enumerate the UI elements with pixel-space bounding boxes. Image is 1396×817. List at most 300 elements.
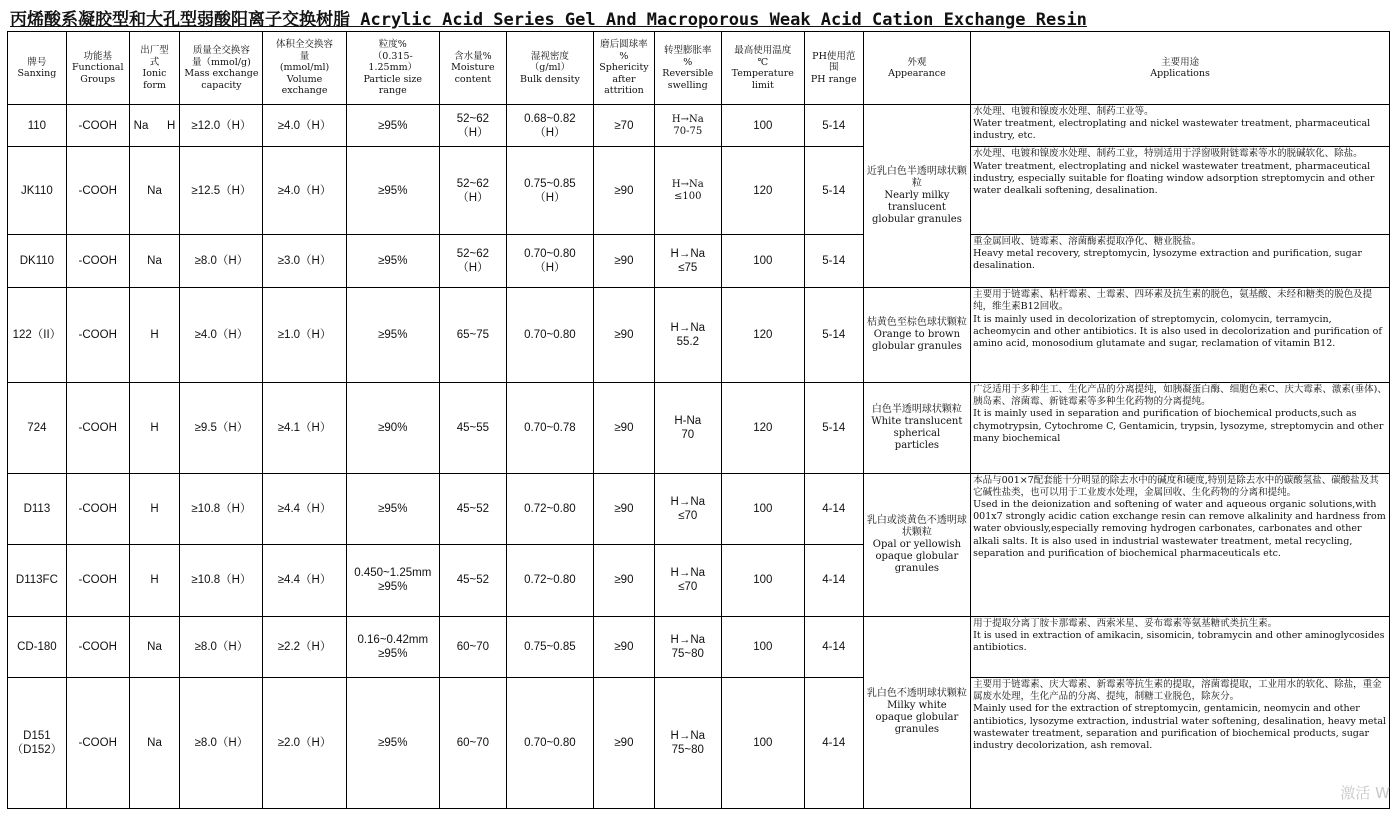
swelling-cell-line: ≤70 (678, 509, 698, 522)
appearance-cell-line: globular granules (871, 214, 962, 226)
ionic-form-value: H (150, 329, 159, 342)
brand-cell (8, 234, 67, 287)
bulk-density-cell (506, 234, 593, 287)
appearance-cell (863, 616, 970, 808)
header-row (8, 32, 1390, 105)
temperature-cell: 100 (721, 234, 804, 287)
header-line: limit (751, 79, 774, 91)
bulk-density-cell (506, 616, 593, 677)
appearance-cell (863, 473, 970, 616)
ionic-form-value: Na (147, 640, 162, 653)
swelling-cell (654, 234, 721, 287)
table-row (8, 288, 1390, 383)
applications-cell-line: 水处理、电镀和镍废水处理、制药工业，特别适用于浮窗吸附链霉素等水的脱碱软化、除盐。 (973, 148, 1363, 160)
applications-cell (971, 616, 1390, 677)
applications-cell-line: It is used in extraction of amikacin, sisomicin, tobramycin and other aminoglycosides antibiotics. (973, 629, 1385, 653)
appearance-cell-line: 白色半透明球状颗粒 (871, 403, 962, 415)
applications-cell (971, 147, 1390, 235)
header-ph-range (804, 32, 863, 105)
applications-cell-line: 主要用于链霉素、粘杆霉素、土霉素、四环素及抗生素的脱色，氨基酸、未经和糖类的脱色及提纯，维生素B12回收。 (973, 289, 1373, 313)
header-line: 最高使用温度 (734, 45, 792, 56)
brand-cell-line: DK110 (19, 255, 55, 268)
header-line: 围 (829, 62, 839, 74)
swelling-cell-line: H→Na (670, 567, 706, 580)
bulk-density-cell-line: （H） (534, 191, 566, 204)
header-line: Appearance (888, 68, 946, 79)
appearance-cell-line: White translucent (871, 415, 963, 427)
swelling-cell (654, 382, 721, 473)
temperature-cell: 100 (721, 678, 804, 809)
ionic-form-cell (129, 473, 180, 545)
temperature-cell: 100 (721, 473, 804, 545)
table-row (8, 678, 1390, 809)
header-line: attrition (604, 85, 644, 97)
volume-capacity-cell: ≥4.0（H） (263, 105, 346, 147)
swelling-cell-line: H-Na (674, 414, 702, 427)
header-line: Ionic (142, 68, 167, 79)
appearance-cell-line: opaque globular (875, 550, 959, 562)
appearance-cell-line: spherical (893, 427, 941, 439)
particle-size-cell (346, 234, 439, 287)
functional-group-cell: -COOH (66, 105, 129, 147)
header-line: （g/ml） (529, 62, 571, 74)
bulk-density-cell (506, 382, 593, 473)
volume-capacity-cell: ≥2.2（H） (263, 616, 346, 677)
bulk-density-cell-line: 0.70~0.80 (524, 329, 576, 342)
header-line: 功能基 (83, 50, 112, 62)
appearance-cell-line: Orange to brown (873, 329, 961, 341)
temperature-cell: 120 (721, 147, 804, 235)
particle-size-cell-line: ≥95% (378, 647, 408, 660)
applications-cell-line: It is mainly used in decolorization of streptomycin, colomycin, terramycin, acheomycin and other antibiotics. It is also used in decolorization and purification of amino acid, monosodium glutamate and sugar, reclamation of vitamin B12. (973, 313, 1382, 350)
table-row (8, 105, 1390, 147)
mass-capacity-cell: ≥12.0（H） (180, 105, 263, 147)
sphericity-cell: ≥90 (594, 473, 655, 545)
applications-cell-line: 重金属回收、链霉素、溶菌酶素提取净化、糖业脱盐。 (973, 235, 1202, 247)
header-ionic-form (129, 32, 180, 105)
appearance-cell-line: translucent (887, 202, 946, 214)
bulk-density-cell-line: 0.70~0.80 (524, 248, 576, 261)
header-line: Moisture (451, 62, 495, 74)
moisture-cell (439, 616, 506, 677)
header-line: 体积全交换容 (276, 39, 334, 51)
swelling-cell-line: H→Na (671, 113, 704, 125)
swelling-cell-line: 70 (681, 428, 695, 441)
header-line: range (378, 85, 407, 97)
swelling-cell-line: H→Na (670, 495, 706, 508)
volume-capacity-cell: ≥4.0（H） (263, 147, 346, 235)
appearance-cell-line: globular granules (871, 341, 962, 353)
header-functional-groups (66, 32, 129, 105)
header-line: 出厂型 (140, 45, 169, 56)
mass-capacity-cell: ≥10.8（H） (180, 473, 263, 545)
header-swelling (654, 32, 721, 105)
swelling-cell (654, 616, 721, 677)
appearance-cell-line: granules (894, 562, 940, 574)
functional-group-cell: -COOH (66, 234, 129, 287)
mass-capacity-cell: ≥4.0（H） (180, 288, 263, 383)
header-line: ℃ (757, 56, 769, 68)
applications-cell-line: Water treatment, electroplating and nickel wastewater treatment, pharmaceutical industry, etc. (973, 118, 1371, 142)
particle-size-cell-line: 0.450~1.25mm (354, 567, 432, 580)
swelling-cell-line: H→Na (670, 633, 706, 646)
moisture-cell-line: 60~70 (456, 640, 490, 653)
particle-size-cell (346, 147, 439, 235)
ionic-form-value: Na (147, 737, 162, 749)
moisture-cell-line: 52~62 (456, 112, 490, 125)
header-brand (8, 32, 67, 105)
volume-capacity-cell: ≥2.0（H） (263, 678, 346, 809)
swelling-cell-line: H→Na (670, 248, 706, 261)
applications-cell-line: 主要用于链霉素、庆大霉素、新霉素等抗生素的提取，溶菌霉提取，工业用水的软化、除盐，重金属废水处理，生化产品的分离、提纯，制糖工业脱色，除灰分。 (973, 679, 1382, 703)
swelling-cell (654, 678, 721, 809)
mass-capacity-cell: ≥8.0（H） (180, 616, 263, 677)
brand-cell-line: D151 (23, 730, 51, 742)
brand-cell (8, 147, 67, 235)
brand-cell (8, 473, 67, 545)
functional-group-cell: -COOH (66, 382, 129, 473)
sphericity-cell: ≥90 (594, 616, 655, 677)
header-line: exchange (281, 85, 328, 97)
moisture-cell-line: （H） (457, 126, 489, 139)
particle-size-cell-line: ≥95% (378, 184, 408, 197)
mass-capacity-cell: ≥9.5（H） (180, 382, 263, 473)
ionic-form-value: H (150, 421, 159, 434)
brand-cell-line: 724 (27, 421, 47, 434)
ionic-form-value: H (167, 119, 176, 132)
moisture-cell (439, 147, 506, 235)
bulk-density-cell (506, 678, 593, 809)
brand-cell-line: D113FC (15, 574, 58, 587)
header-line: Reversible (662, 68, 714, 79)
header-appearance (863, 32, 970, 105)
mass-capacity-cell: ≥10.8（H） (180, 545, 263, 617)
header-line: 质量全交换容 (192, 45, 250, 56)
particle-size-cell-line: ≥90% (378, 421, 408, 434)
swelling-cell (654, 288, 721, 383)
ph-range-cell: 5-14 (804, 382, 863, 473)
moisture-cell-line: 60~70 (456, 737, 490, 749)
swelling-cell-line: H→Na (671, 178, 704, 190)
brand-cell-line: D113 (23, 502, 51, 515)
sphericity-cell: ≥90 (594, 545, 655, 617)
appearance-cell-line: 乳白或淡黄色不透明球状颗粒 (866, 514, 967, 538)
applications-cell (971, 234, 1390, 287)
temperature-cell: 120 (721, 382, 804, 473)
temperature-cell: 120 (721, 288, 804, 383)
swelling-cell-line: H→Na (670, 322, 706, 335)
swelling-cell-line: 70-75 (673, 125, 703, 137)
swelling-cell-line: ≤70 (678, 581, 698, 594)
header-line: Sphericity (599, 62, 649, 74)
particle-size-cell-line: ≥95% (378, 329, 408, 342)
header-line: Temperature (731, 68, 794, 79)
bulk-density-cell (506, 288, 593, 383)
ph-range-cell: 5-14 (804, 234, 863, 287)
swelling-cell-line: H→Na (670, 730, 706, 742)
bulk-density-cell-line: 0.70~0.78 (524, 421, 576, 434)
particle-size-cell (346, 105, 439, 147)
header-line: content (454, 73, 492, 85)
functional-group-cell: -COOH (66, 616, 129, 677)
brand-cell-line: （D152） (11, 744, 63, 756)
swelling-cell-line: 75~80 (671, 744, 704, 756)
resin-spec-table (7, 31, 1390, 809)
appearance-cell (863, 382, 970, 473)
swelling-cell-line: 75~80 (671, 647, 704, 660)
bulk-density-cell-line: 0.72~0.80 (524, 574, 576, 587)
swelling-cell-line: 55.2 (676, 336, 699, 349)
bulk-density-cell-line: 0.72~0.80 (524, 502, 576, 515)
sphericity-cell: ≥90 (594, 234, 655, 287)
brand-cell (8, 105, 67, 147)
ionic-form-value: H (150, 502, 159, 515)
particle-size-cell-line: ≥95% (378, 502, 408, 515)
moisture-cell (439, 678, 506, 809)
header-line: (mmol/ml) (279, 62, 330, 74)
appearance-cell (863, 105, 970, 288)
ph-range-cell: 5-14 (804, 105, 863, 147)
header-sphericity (594, 32, 655, 105)
functional-group-cell: -COOH (66, 545, 129, 617)
sphericity-cell: ≥90 (594, 147, 655, 235)
moisture-cell (439, 382, 506, 473)
ionic-form-cell (129, 288, 180, 383)
header-line: 量（mmol/g) (192, 56, 251, 68)
header-line: after (612, 73, 636, 85)
appearance-cell-line: granules (894, 724, 940, 736)
moisture-cell (439, 545, 506, 617)
table-row (8, 234, 1390, 287)
header-line: 含水量% (454, 50, 492, 62)
header-line: % (683, 56, 693, 68)
mass-capacity-cell: ≥12.5（H） (180, 147, 263, 235)
brand-cell-line: 122（II） (12, 329, 62, 342)
particle-size-cell (346, 382, 439, 473)
table-row (8, 147, 1390, 235)
volume-capacity-cell: ≥4.4（H） (263, 473, 346, 545)
ph-range-cell: 4-14 (804, 678, 863, 809)
header-line: 量 (299, 50, 310, 62)
ionic-form-cell (129, 616, 180, 677)
sphericity-cell: ≥90 (594, 678, 655, 809)
moisture-cell-line: （H） (457, 262, 489, 275)
ionic-form-value: Na (147, 255, 162, 268)
header-line: 粒度% (378, 39, 407, 51)
applications-cell-line: Heavy metal recovery, streptomycin, lysozyme extraction and purification, sugar desalination. (973, 248, 1362, 272)
appearance-cell-line: Nearly milky (884, 190, 950, 202)
bulk-density-cell (506, 105, 593, 147)
header-line: 湿视密度 (530, 50, 569, 62)
particle-size-cell (346, 288, 439, 383)
ionic-form-cell (129, 234, 180, 287)
header-bulk-density (506, 32, 593, 105)
moisture-cell-line: 52~62 (456, 248, 490, 261)
appearance-cell-line: particles (894, 439, 940, 451)
ionic-form-cell (129, 678, 180, 809)
bulk-density-cell (506, 147, 593, 235)
moisture-cell-line: （H） (457, 191, 489, 204)
header-line: Functional (71, 62, 124, 74)
moisture-cell (439, 473, 506, 545)
moisture-cell (439, 234, 506, 287)
swelling-cell-line: ≤100 (674, 190, 702, 202)
mass-capacity-cell: ≥8.0（H） (180, 234, 263, 287)
brand-cell-line: 110 (27, 119, 47, 132)
applications-cell (971, 678, 1390, 809)
volume-capacity-cell: ≥1.0（H） (263, 288, 346, 383)
applications-cell (971, 288, 1390, 383)
functional-group-cell: -COOH (66, 473, 129, 545)
table-row (8, 616, 1390, 677)
swelling-cell (654, 545, 721, 617)
functional-group-cell: -COOH (66, 288, 129, 383)
particle-size-cell-line: ≥95% (378, 581, 408, 594)
bulk-density-cell-line: 0.70~0.80 (524, 737, 576, 749)
brand-cell (8, 678, 67, 809)
header-line: 式 (149, 56, 160, 68)
particle-size-cell (346, 545, 439, 617)
appearance-cell-line: 近乳白色半透明球状颗粒 (866, 166, 967, 190)
moisture-cell-line: 65~75 (456, 329, 490, 342)
particle-size-cell (346, 678, 439, 809)
ph-range-cell: 4-14 (804, 545, 863, 617)
moisture-cell-line: 52~62 (456, 177, 490, 190)
ph-range-cell: 5-14 (804, 288, 863, 383)
applications-cell-line: It is mainly used in separation and purification of biochemical products,such as chymotrypsin, Cytochrome C, Gentamicin, trypsin, lysozyme, streptomycin and other many biochemical (973, 408, 1384, 444)
bulk-density-cell-line: 0.68~0.82 (524, 112, 576, 125)
brand-cell (8, 545, 67, 617)
header-temperature (721, 32, 804, 105)
header-line: 主要用途 (1161, 56, 1200, 68)
applications-cell-line: Used in the deionization and softening of water and aqueous organic solutions,with 001x7 strongly acidic cation exchange resin can remove alkalinity and hardness from water obviously,especially removing hydrogen carbonates, carbonates and other alkali salts. It is also used in industrial wastewater treatment, metal recycling, separation and purification of biochemical pharmaceuticals etc. (973, 499, 1386, 559)
header-line: Particle size (363, 73, 423, 85)
ionic-form-value: Na (133, 119, 149, 132)
header-line: 牌号 (27, 56, 47, 68)
header-line: PH使用范 (812, 50, 856, 62)
appearance-cell-line: 乳白色不透明球状颗粒 (866, 688, 967, 700)
header-line: Sanxing (17, 68, 57, 79)
header-line: Volume (286, 73, 323, 85)
volume-capacity-cell: ≥3.0（H） (263, 234, 346, 287)
brand-cell (8, 288, 67, 383)
swelling-cell-line: ≤75 (678, 262, 698, 275)
header-mass-capacity (180, 32, 263, 105)
header-line: capacity (201, 79, 242, 91)
moisture-cell (439, 288, 506, 383)
header-line: 1.25mm） (368, 62, 418, 74)
header-line: Applications (1150, 68, 1210, 79)
applications-cell-line: Water treatment, electroplating and nickel wastewater treatment, pharmaceutical industry, especially suitable for floating window adsorption streptomycin and other water dealkali softening, desalination. (973, 160, 1375, 196)
appearance-cell-line: Opal or yellowish (872, 538, 962, 550)
ionic-form-value: H (150, 574, 159, 587)
particle-size-cell (346, 473, 439, 545)
appearance-cell (863, 288, 970, 383)
sphericity-cell: ≥70 (594, 105, 655, 147)
bulk-density-cell-line: 0.75~0.85 (524, 177, 576, 190)
functional-group-cell: -COOH (66, 147, 129, 235)
header-line: Mass exchange (184, 68, 259, 79)
header-line: 转型膨胀率 (664, 45, 712, 56)
particle-size-cell (346, 616, 439, 677)
table-row (8, 473, 1390, 545)
applications-cell-line: 本品与001×7配套能十分明显的除去水中的碱度和硬度,特别是除去水中的碳酸氢盐、碳酸盐及其它碱性盐类，也可以用于工业废水处理，金属回收、生化药物的分离和提纯。 (973, 474, 1379, 498)
appearance-cell-line: 桔黄色至棕色球状颗粒 (866, 317, 967, 329)
volume-capacity-cell: ≥4.1（H） (263, 382, 346, 473)
moisture-cell-line: 45~55 (456, 421, 490, 434)
particle-size-cell-line: ≥95% (378, 119, 408, 132)
ionic-form-cell (129, 382, 180, 473)
applications-cell (971, 105, 1390, 147)
header-line: （0.315- (372, 50, 413, 62)
ph-range-cell: 5-14 (804, 147, 863, 235)
swelling-cell (654, 105, 721, 147)
brand-cell (8, 616, 67, 677)
applications-cell (971, 473, 1390, 616)
temperature-cell: 100 (721, 545, 804, 617)
header-line: Bulk density (519, 73, 580, 85)
table-row (8, 382, 1390, 473)
header-particle-size (346, 32, 439, 105)
applications-cell-line: Mainly used for the extraction of streptomycin, gentamicin, neomycin and other antibiotics, lysozyme extraction, industrial water softening, desalination, heavy metal wastewater treatment, separation and purification of biochemical products, sugar industry decolorization, ash removal. (973, 703, 1387, 752)
header-line: swelling (667, 79, 708, 91)
header-line: form (143, 79, 166, 91)
bulk-density-cell (506, 545, 593, 617)
applications-cell-line: 用于提取分离丁胺卡那霉素、西索米星、妥布霉素等氨基糖甙类抗生素。 (973, 617, 1278, 629)
brand-cell-line: JK110 (21, 184, 53, 197)
header-line: Groups (80, 73, 116, 85)
bulk-density-cell-line: （H） (534, 126, 566, 139)
ionic-form-value: Na (147, 184, 162, 197)
appearance-cell-line: opaque globular (875, 712, 959, 724)
page-title: 丙烯酸系凝胶型和大孔型弱酸阳离子交换树脂 Acrylic Acid Series Gel And Macroporous Weak Acid Cation Exchange Resin (10, 10, 1087, 30)
header-line: 磨后圆球率 (600, 39, 648, 51)
ionic-form-cell (129, 545, 180, 617)
applications-cell-line: 水处理、电镀和镍废水处理、制药工业等。 (973, 106, 1154, 117)
header-applications (971, 32, 1390, 105)
bulk-density-cell-line: （H） (534, 262, 566, 275)
ph-range-cell: 4-14 (804, 473, 863, 545)
ionic-form-cell (129, 147, 180, 235)
applications-cell (971, 382, 1390, 473)
functional-group-cell: -COOH (66, 678, 129, 809)
brand-cell-line: CD-180 (17, 640, 57, 653)
header-line: PH range (810, 73, 857, 85)
moisture-cell-line: 45~52 (456, 502, 490, 515)
brand-cell (8, 382, 67, 473)
particle-size-cell-line: ≥95% (378, 255, 408, 268)
swelling-cell (654, 473, 721, 545)
sphericity-cell: ≥90 (594, 288, 655, 383)
applications-cell-line: 广泛适用于多种生工、生化产品的分离提纯，如胰凝蛋白酶、细胞色素C、庆大霉素、激素(垂体)、胰岛素、溶菌霉、新链霉素等多种生化药物的分离提纯。 (973, 383, 1387, 408)
temperature-cell: 100 (721, 105, 804, 147)
swelling-cell (654, 147, 721, 235)
appearance-cell-line: Milky white (887, 700, 947, 712)
ionic-form-cell (129, 105, 180, 147)
header-volume-capacity (263, 32, 346, 105)
bulk-density-cell (506, 473, 593, 545)
temperature-cell: 100 (721, 616, 804, 677)
sphericity-cell: ≥90 (594, 382, 655, 473)
watermark-text: 激活 W (1340, 784, 1390, 802)
particle-size-cell-line: 0.16~0.42mm (357, 633, 429, 646)
volume-capacity-cell: ≥4.4（H） (263, 545, 346, 617)
particle-size-cell-line: ≥95% (378, 737, 408, 749)
header-moisture (439, 32, 506, 105)
moisture-cell-line: 45~52 (456, 574, 490, 587)
header-line: % (619, 50, 629, 62)
moisture-cell (439, 105, 506, 147)
